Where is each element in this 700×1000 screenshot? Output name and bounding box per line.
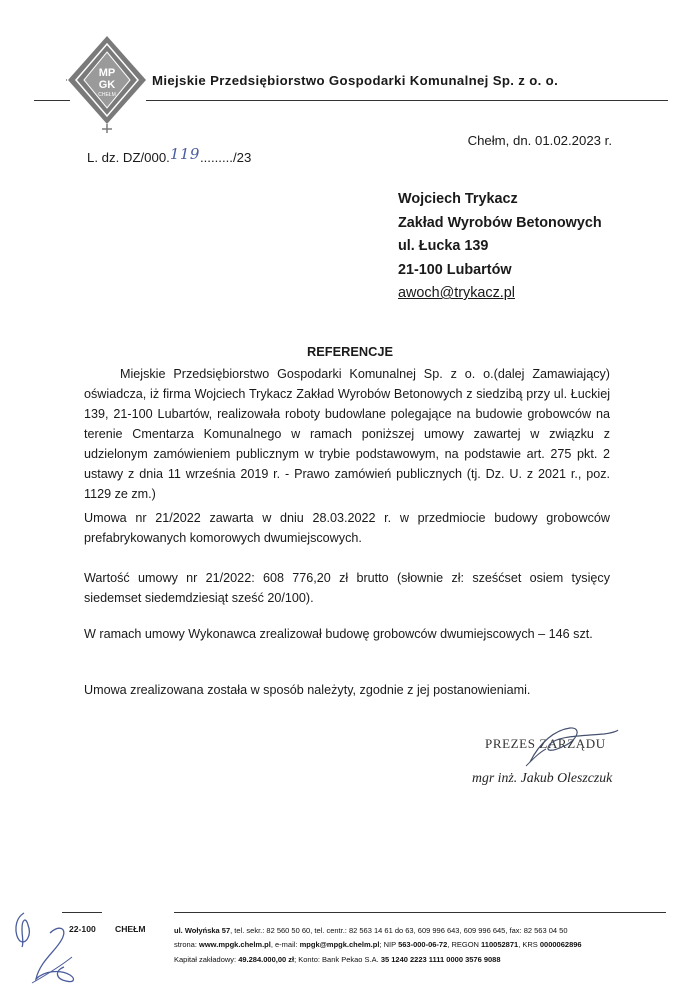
reference-handwritten-number: 119 <box>169 145 200 163</box>
body-paragraph-intro: Miejskie Przedsiębiorstwo Gospodarki Komunalnej Sp. z o. o.(dalej Zamawiający) oświadcza, iż firma Wojciech Trykacz Zakład Wyrobów Betonowych z siedzibą przy ul. Łuckiej 139, 21-100 Lubartów, realizowała roboty budowlane polegające na budowie grobowców na terenie Cmentarza Komunalnego w ramach poniższej umowy zawartej w związku z udzielonym zamówieniem publicznym w trybie podstawowym, na podstawie art. 275 pkt. 2 ustawy z dnia 11 września 2019 r. - Prawo zamówień publicznych (tj. Dz. U. z 2021 r., poz. 1129 ze zm.) <box>84 367 610 501</box>
logo-text-mp: MP <box>98 67 116 79</box>
reference-prefix: L. dz. DZ/000 <box>87 150 167 165</box>
company-name-header: Miejskie Przedsiębiorstwo Gospodarki Komunalnej Sp. z o. o. <box>152 73 559 88</box>
footer-capital: 49.284.000,00 zł <box>238 954 295 964</box>
reference-dots-2: ......... <box>199 150 233 165</box>
company-logo <box>66 34 148 134</box>
footer-web-line <box>174 938 582 952</box>
footer-phones: , tel. sekr.: 82 560 50 60, tel. centr.: 82 563 14 61 do 63, 609 996 643, 609 996 645, fax: 82 563 04 50 <box>230 926 568 935</box>
header-divider-right <box>146 100 668 101</box>
recipient-name: Wojciech Trykacz <box>398 191 518 207</box>
footer-company-details <box>174 924 582 967</box>
logo-text-city: CHEŁM <box>98 92 116 98</box>
footer-postcode: 22-100 <box>69 924 96 934</box>
footer-city: CHEŁM <box>115 924 146 934</box>
handwritten-signature <box>500 722 620 768</box>
footer-bank-line <box>174 953 582 967</box>
logo-text-gk: GK <box>98 79 116 91</box>
body-paragraph-value: Wartość umowy nr 21/2022: 608 776,20 zł brutto (słownie zł: sześćset osiem tysięcy siedemset siedemdziesiąt sześć 20/100). <box>84 571 610 605</box>
body-paragraph-contract: Umowa nr 21/2022 zawarta w dniu 28.03.2022 r. w przedmiocie budowy grobowców prefabrykowanych komorowych dwumiejscowych. <box>84 511 610 545</box>
recipient-city: 21-100 Lubartów <box>398 261 512 278</box>
body-paragraph-scope: W ramach umowy Wykonawca zrealizował budowę grobowców dwumiejscowych – 146 szt. <box>84 627 593 641</box>
document-title: REFERENCJE <box>306 344 394 359</box>
footer-nip: 563-000-06-72 <box>398 940 448 950</box>
footer-text: , REGON <box>447 940 482 950</box>
footer-text: , e-mail: <box>270 940 300 950</box>
footer-email-link[interactable]: mpgk@mpgk.chelm.pl <box>299 940 380 950</box>
signature-stamp-title: PREZES ZARZĄDU <box>485 736 606 751</box>
footer-address-line <box>174 924 582 938</box>
recipient-company: Zakład Wyrobów Betonowych <box>398 214 602 231</box>
header-divider-left <box>34 100 70 101</box>
body-paragraph-conclusion: Umowa zrealizowana została w sposób należyty, zgodnie z jej postanowieniami. <box>84 683 531 697</box>
document-date: Chełm, dn. 01.02.2023 r. <box>467 133 612 148</box>
signer-name: mgr inż. Jakub Oleszczuk <box>472 770 613 785</box>
footer-text: Kapitał zakładowy: <box>174 954 239 964</box>
footer-text: , KRS <box>518 940 540 950</box>
footer-text: ; Konto: Bank Pekao S.A. <box>294 954 381 964</box>
footer-regon: 110052871 <box>481 940 519 950</box>
footer-krs: 0000062896 <box>539 940 582 950</box>
recipient-address-block <box>398 188 602 306</box>
reference-dots: . <box>166 150 170 165</box>
reference-suffix: /23 <box>232 150 252 165</box>
footer-text: ; NIP <box>379 940 399 950</box>
footer-divider-long <box>174 912 666 913</box>
footer-divider-short <box>62 912 102 913</box>
footer-text: strona: <box>174 940 200 950</box>
footer-website-link[interactable]: www.mpgk.chelm.pl <box>199 940 271 950</box>
reference-number <box>87 145 252 166</box>
footer-street: ul. Wołyńska 57 <box>174 926 231 935</box>
footer-account: 35 1240 2223 1111 0000 3576 9088 <box>380 954 501 964</box>
recipient-email-link[interactable]: awoch@trykacz.pl <box>398 285 515 301</box>
initials-signature <box>10 905 95 990</box>
recipient-street: ul. Łucka 139 <box>398 238 489 254</box>
